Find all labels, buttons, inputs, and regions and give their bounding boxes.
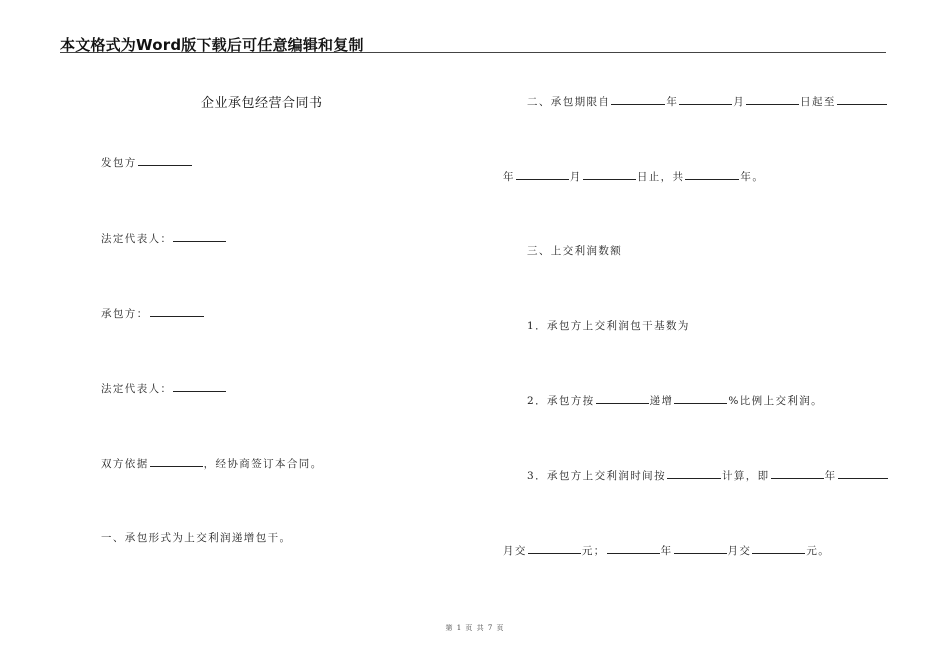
item3-text-a: 3．承包方上交利润时间按 [527, 470, 666, 482]
item-2 [527, 393, 823, 408]
term-line-1 [527, 94, 888, 109]
blank-field [173, 231, 226, 242]
item4-text-a: 月交 [503, 545, 527, 557]
item4-text-b: 元； [581, 545, 606, 557]
clause-1: 一、承包形式为上交利润递增包干。 [101, 532, 292, 544]
blank-field [679, 94, 732, 105]
blank-field [746, 94, 799, 105]
blank-field [516, 169, 569, 180]
blank-field [596, 393, 649, 404]
blank-field [150, 306, 204, 317]
term2-text-a: 年 [503, 171, 515, 183]
item-3-continued [503, 543, 830, 558]
term-text-a: 二、承包期限自 [527, 96, 611, 108]
blank-field [667, 468, 721, 479]
term2-text-d: 年。 [740, 171, 765, 183]
item2-text-b: 递增 [649, 395, 674, 407]
blank-field [685, 169, 739, 180]
blank-field [138, 155, 192, 166]
contractor-line [101, 306, 205, 321]
clause-3: 三、上交利润数额 [527, 245, 623, 257]
contractor-rep-line [101, 381, 227, 396]
blank-field [173, 381, 226, 392]
item-3 [527, 468, 889, 483]
term2-text-c: 日止，共 [636, 171, 685, 183]
blank-field [611, 94, 665, 105]
document-title: 企业承包经营合同书 [201, 96, 323, 111]
blank-field [837, 94, 887, 105]
term-text-d: 日起至 [800, 96, 836, 108]
issuer-label: 发包方 [101, 157, 137, 169]
blank-field [674, 543, 727, 554]
item-1: 1．承包方上交利润包干基数为 [527, 320, 690, 332]
issuer-line [101, 155, 193, 170]
contractor-label: 承包方： [101, 308, 149, 320]
item4-text-c: 年 [660, 545, 673, 557]
item2-text-c: %比例上交利润。 [728, 395, 824, 407]
blank-field [838, 468, 888, 479]
basis-text-a: 双方依据 [101, 458, 149, 470]
item4-text-e: 元。 [806, 545, 831, 557]
page-number: 第 1 页 共 7 页 [445, 624, 505, 632]
term-text-b: 年 [666, 96, 679, 108]
item3-text-c: 年 [824, 470, 837, 482]
item4-text-d: 月交 [727, 545, 752, 557]
header-rule [60, 52, 886, 53]
basis-text-b: ，经协商签订本合同。 [203, 458, 323, 470]
term-text-c: 月 [733, 96, 746, 108]
blank-field [583, 169, 636, 180]
item3-text-b: 计算，即 [721, 470, 770, 482]
contractor-rep-label: 法定代表人： [101, 383, 173, 395]
issuer-rep-label: 法定代表人： [101, 233, 173, 245]
term2-text-b: 月 [569, 171, 582, 183]
issuer-rep-line [101, 231, 227, 246]
basis-line [101, 456, 323, 471]
blank-field [752, 543, 805, 554]
blank-field [674, 393, 727, 404]
blank-field [150, 456, 203, 467]
blank-field [771, 468, 824, 479]
document-header: 本文格式为Word版下载后可任意编辑和复制 [60, 36, 364, 54]
blank-field [528, 543, 581, 554]
item2-text-a: 2．承包方按 [527, 395, 595, 407]
blank-field [607, 543, 660, 554]
term-line-2 [503, 169, 764, 184]
